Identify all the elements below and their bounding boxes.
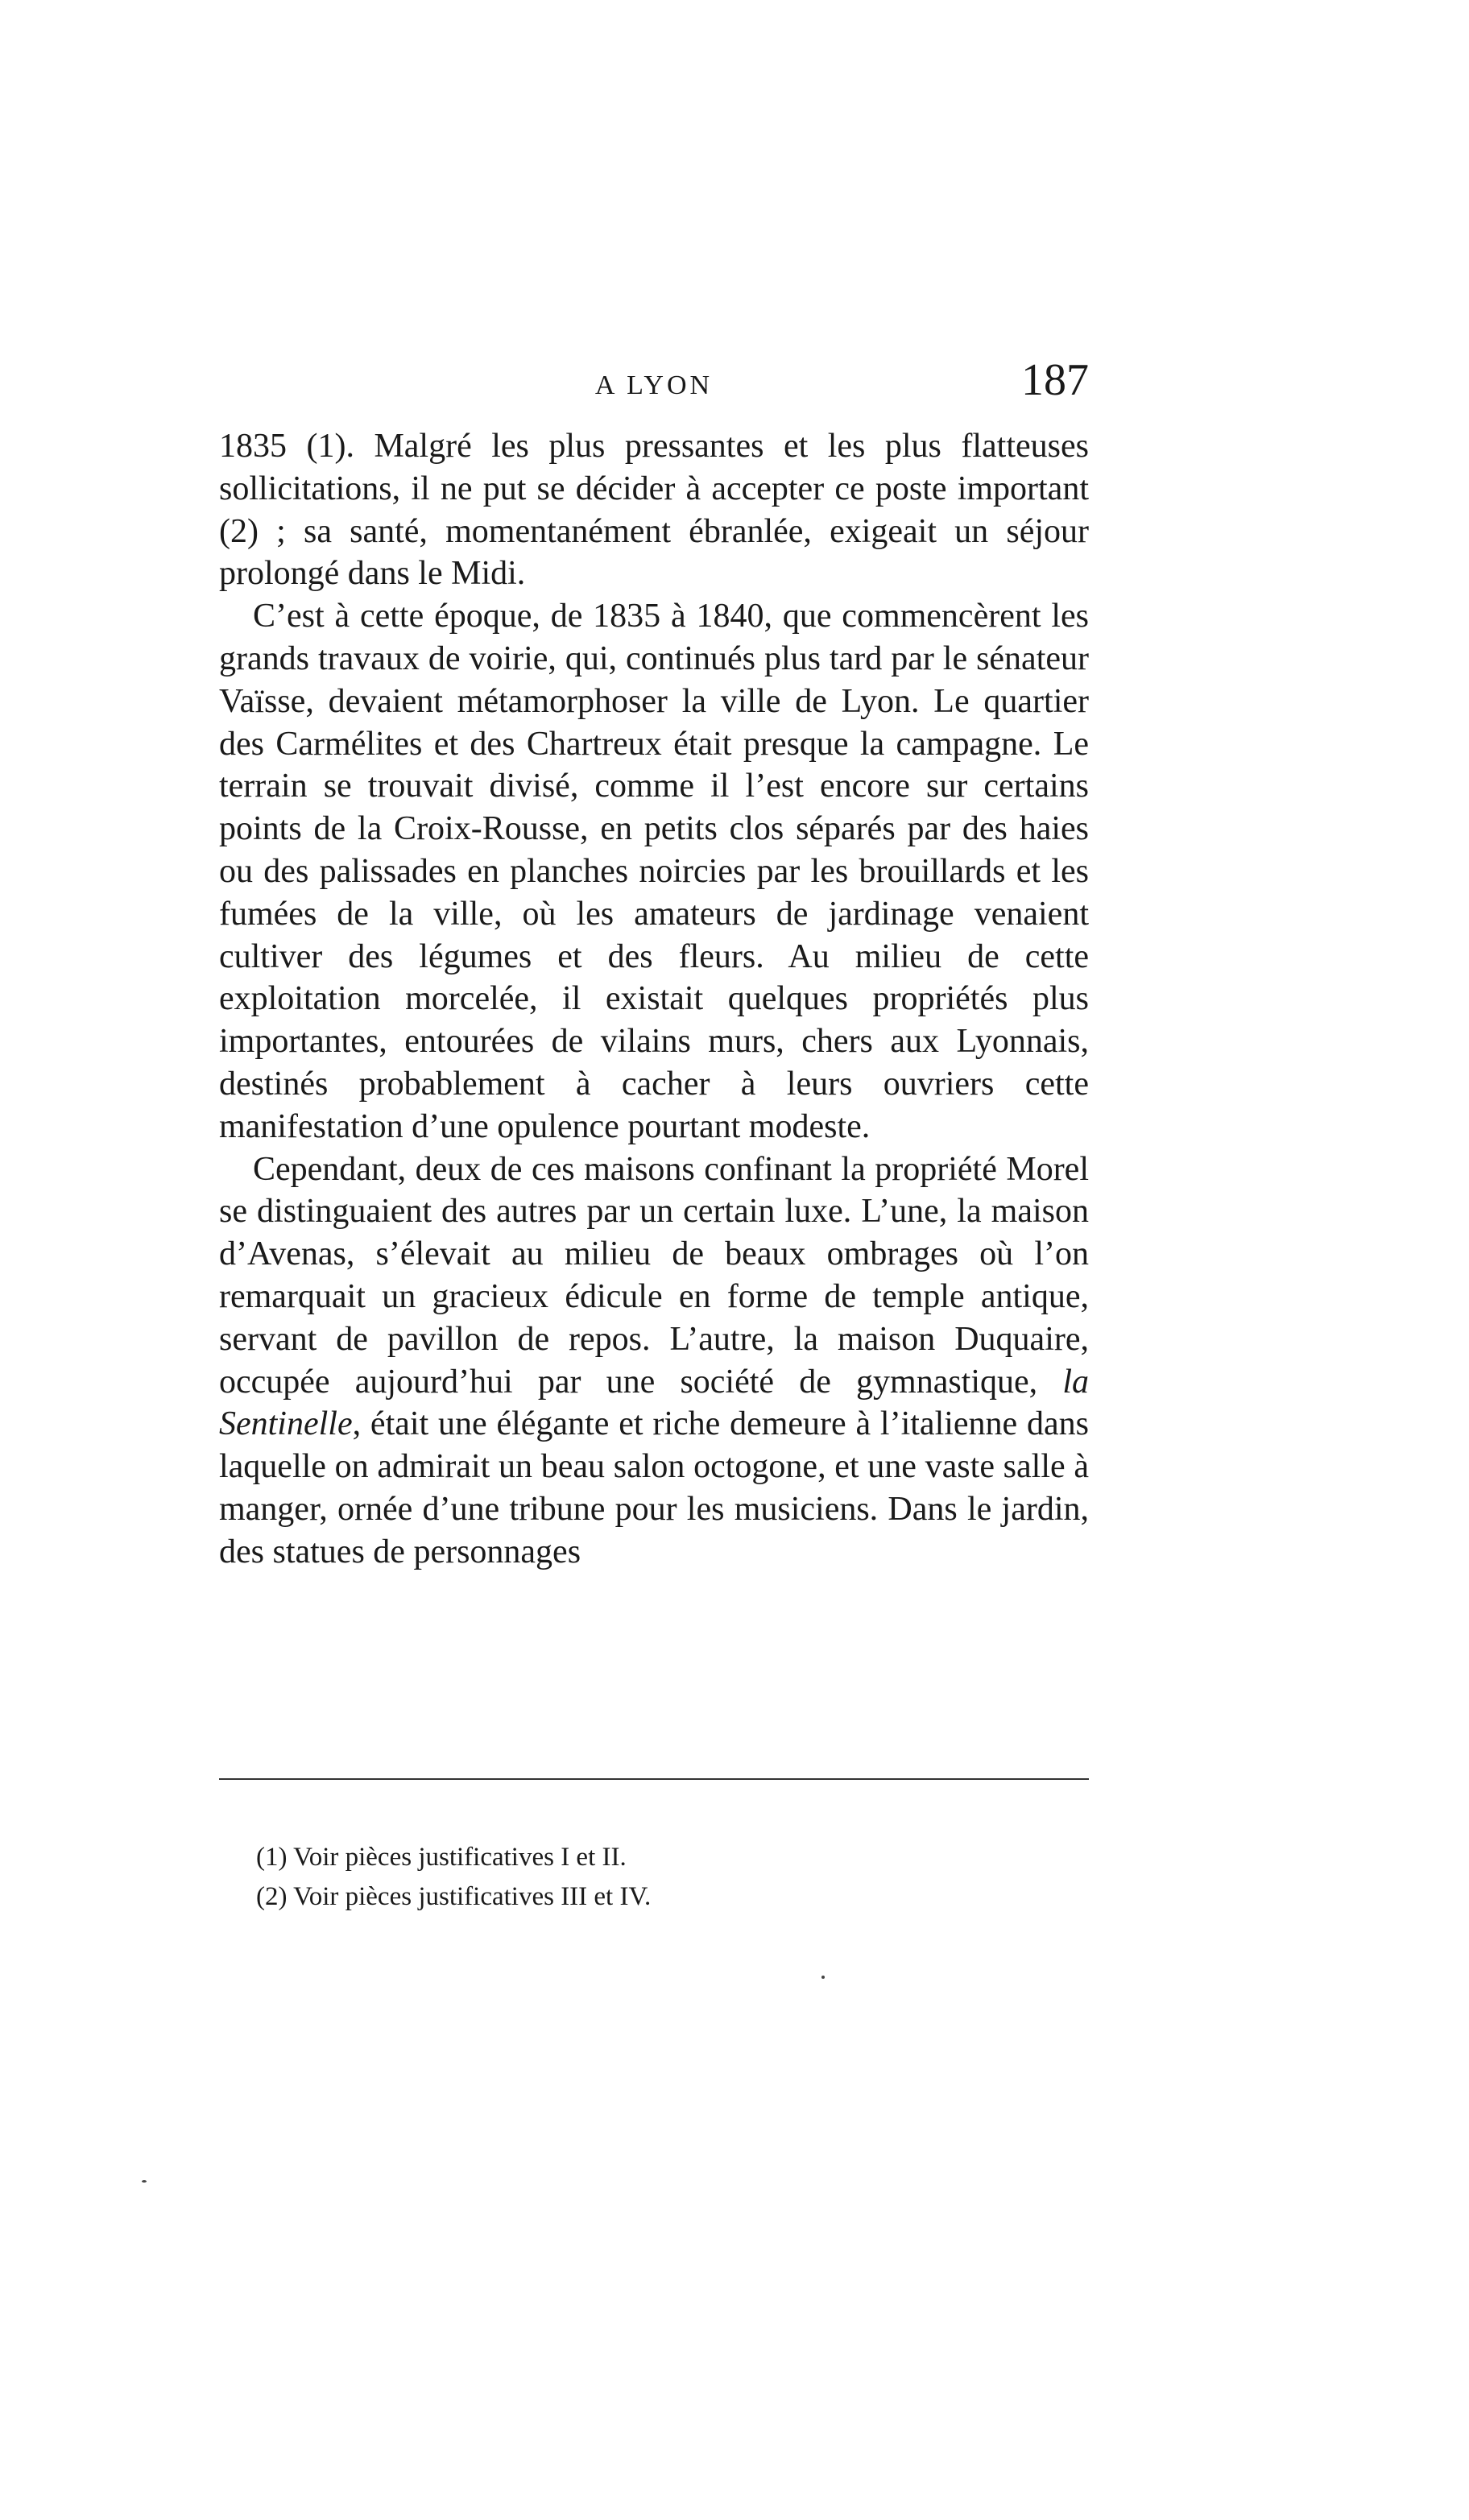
paragraph-text: Cependant, deux de ces maisons confinant la propriété Morel se distinguaient des autres par un certain luxe. L’une, la maison d’Avenas, s’élevait au milieu de beaux ombrages où l’on remarquait un gracieux édicule en forme de temple antique, servant de pavillon de repos. L’autre, la maison Duquaire, occupée aujourd’hui par une société de gymnastique,	[219, 1150, 1089, 1401]
page-number: 187	[1021, 355, 1089, 405]
paragraph-continuation: 1835 (1). Malgré les plus pressantes et les plus flatteuses sollicitations, il ne put se décider à accepter ce poste important (2) ; sa santé, momentanément ébranlée, exigeait un séjour prolongé dans le Midi.	[219, 428, 1089, 593]
italic-title: la Sentinelle	[219, 1363, 1089, 1443]
paragraph-text: , était une élégante et riche demeure à l’italienne dans laquelle on admirait un beau salon octogone, et une vaste salle à manger, ornée d’une tribune pour les musiciens. Dans le jardin, des statues de personnages	[219, 1405, 1089, 1570]
footnote-rule	[219, 1778, 1089, 1780]
paragraph: C’est à cette époque, de 1835 à 1840, que commencèrent les grands travaux de voirie, qui, continués plus tard par le sénateur Vaïsse, devaient métamorphoser la ville de Lyon. Le quartier des Carmélites et des Chartreux était presque la campagne. Le terrain se trouvait divisé, comme il l’est encore sur certains points de la Croix-Rousse, en petits clos séparés par des haies ou des palissades en planches noircies par les brouillards et les fumées de la ville, où les amateurs de jardinage venaient cultiver des légumes et des fleurs. Au milieu de cette exploitation morcelée, il existait quelques propriétés plus importantes, entourées de vilains murs, chers aux Lyonnais, destinés probablement à cacher à leurs ouvriers cette manifestation d’une opulence pourtant modeste.	[219, 598, 1089, 1145]
footnote-2: (2) Voir pièces justificatives III et IV.	[256, 1882, 652, 1911]
running-title: A LYON	[594, 370, 714, 400]
body-text	[219, 425, 1089, 1574]
page-header	[219, 354, 1089, 411]
footnotes	[256, 1838, 1061, 1917]
paragraph	[219, 1148, 1089, 1574]
ink-speck	[142, 2180, 147, 2183]
ink-speck	[821, 1976, 825, 1979]
footnote-1: (1) Voir pièces justificatives I et II.	[256, 1843, 627, 1872]
